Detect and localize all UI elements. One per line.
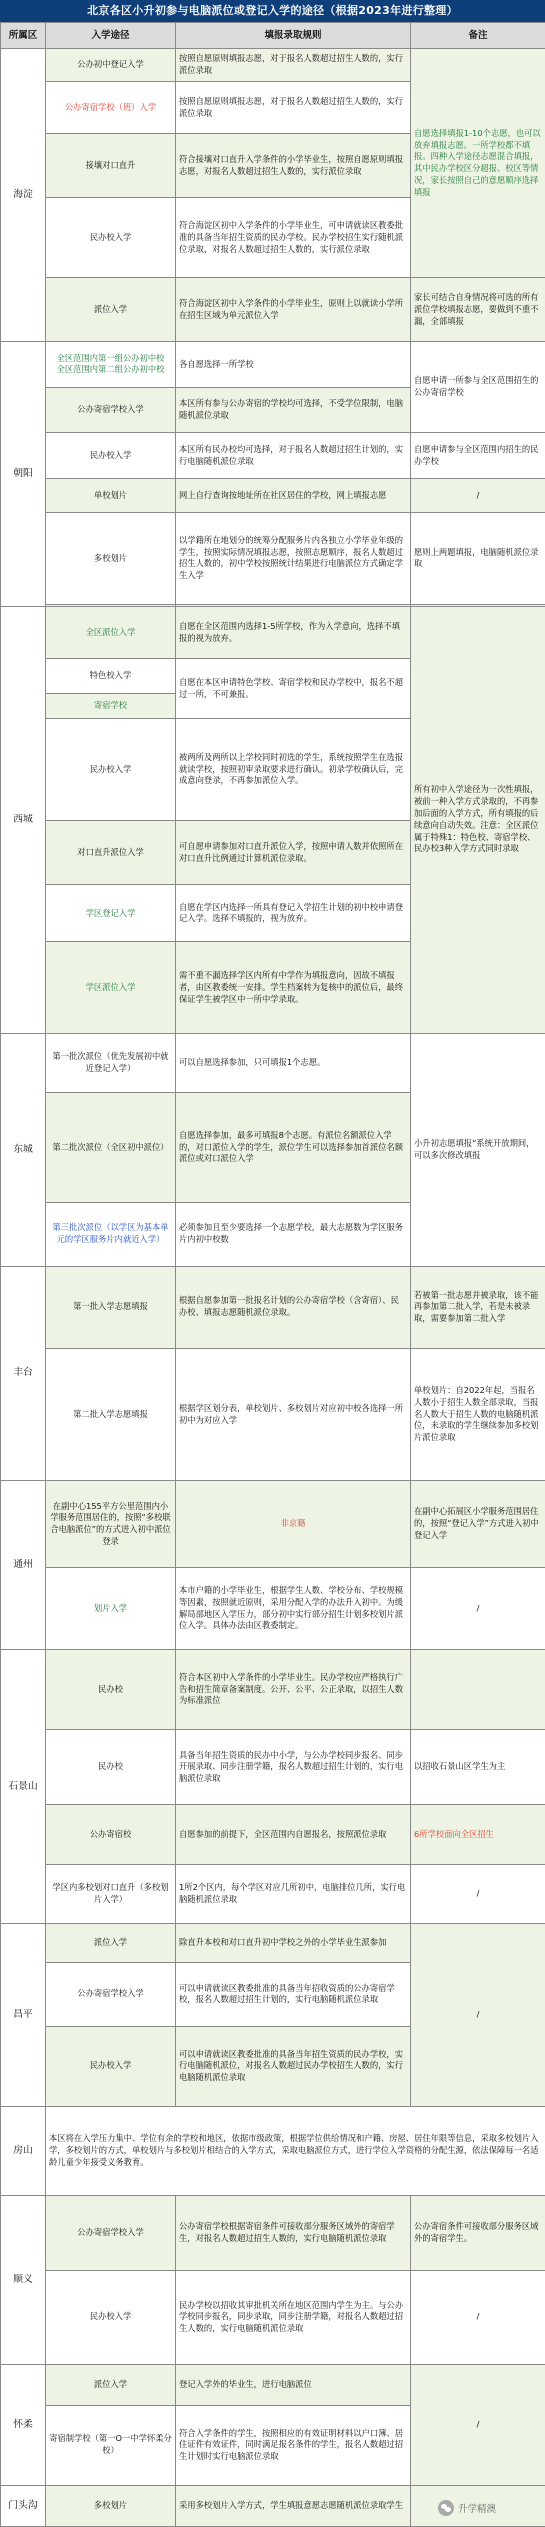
rule-cell: 网上自行查询按地址所在社区居住的学校，网上填报志愿 [176,479,411,513]
route-cell: 派位入学 [46,2364,176,2405]
table-row [1,606,545,659]
note-cell: 若被第一批志愿并被录取，该不能再参加第二批入学，若是未被录取，需要参加第二批入学 [411,1266,545,1348]
district-cell: 顺义 [1,2195,46,2364]
rule-cell: 符合海淀区初中入学条件的小学毕业生，原则上以就读小学所在招生区域为单元派位入学 [176,278,411,342]
route-cell: 民办校入学 [46,198,176,278]
district-cell: 东城 [1,1033,46,1266]
route-cell: 民办校入学 [46,718,176,821]
route-cell: 在副中心155平方公里范围内小学服务范围居住的，按照“多校联合电脑派位”的方式进入初中派位登录 [46,1481,176,1568]
note-cell: / [411,1567,545,1649]
rule-cell: 本区所有民办校均可选择，对于报名人数超过招生计划的，实行电脑随机派位录取 [176,433,411,479]
table-header-row [1,23,545,49]
table-row [1,1924,545,1963]
table-row [1,2195,545,2270]
route-cell: 派位入学 [46,278,176,342]
route-cell: 接壤对口直升 [46,134,176,198]
district-cell: 石景山 [1,1650,46,1924]
admission-table [0,22,545,2527]
table-row [1,513,545,604]
rule-cell: 本区将在入学压力集中、学位有余的学校和地区，依据市级政策，根据学位供给情况和户籍、房屋、居住年限等信息，采取多校划片入学，多校划片的方式，单校划片与多校划片相结合的入学方式，采取电脑派位方式，进行学位入学资格的分配生源，依法保障每一名适龄儿童少年接受义务教育。 [46,2106,545,2195]
header-district: 所属区 [1,23,46,49]
note-cell: 家长可结合自身情况将可选的所有派位学校填报志愿，要做到不重不漏，全部填报 [411,278,545,342]
route-cell: 第一批入学志愿填报 [46,1266,176,1348]
route-cell: 公办寄宿学校入学 [46,1962,176,2026]
rule-cell: 按照自愿原则填报志愿，对于报名人数超过招生人数的，实行派位录取 [176,49,411,82]
note-cell: 6所学校面向全区招生 [411,1805,545,1864]
rule-cell: 被两所及两所以上学校同时初选的学生，系统按照学生在选报就读学校，按照初审录取要求进行确认。初录学校确认后，完成意向登录，不再参加派位入学。 [176,718,411,821]
note-cell [411,1650,545,1730]
rule-cell: 自愿参加的前提下，全区范围内自愿报名，按照派位录取 [176,1805,411,1864]
table-row [1,2106,545,2195]
district-cell: 海淀 [1,49,46,342]
rule-cell: 公办寄宿学校根据寄宿条件可接收部分服务区域外的寄宿学生，对报名人数超过招生人数的，实行电脑随机派位录取 [176,2195,411,2270]
rule-cell: 按照自愿原则填报志愿，对于报名人数超过招生人数的，实行派位录取 [176,81,411,134]
rule-cell: 符合本区初中入学条件的小学毕业生。民办学校应严格执行广告和招生简章备案制度。公开、公平、公正录取，以招生人数为标准派位 [176,1650,411,1730]
table-row [1,1266,545,1348]
note-cell: / [411,2364,545,2485]
route-cell: 民办校入学 [46,2026,176,2106]
note-cell: 小升初志愿填报“系统开放期间，可以多次修改填报 [411,1033,545,1266]
table-row [1,1864,545,1923]
rule-cell: 除直升本校和对口直升初中学校之外的小学毕业生派参加 [176,1924,411,1963]
rule-cell: 符合海淀区初中入学条件的小学毕业生，可申请就读区教委批准的具备当年招生资质的民办学校。民办学校招生实行随机派位录取，对报名人数超过招生人数的，实行派位录取 [176,198,411,278]
route-cell: 公办初中登记入学 [46,49,176,82]
district-cell: 丰台 [1,1266,46,1481]
route-cell: 公办寄宿学校（班）入学 [46,81,176,134]
rule-cell: 本市户籍的小学毕业生，根据学生人数、学校分布、学校规模等因素，按照就近原则，采用分配入学的办法升入初中。为缓解局部地区入学压力，部分初中实行部分招生计划多校划片派位入学。具体办法由区教委制定。 [176,1567,411,1649]
header-rule: 填报录取规则 [176,23,411,49]
note-cell: 愿则上两题填报，电脑随机派位录取 [411,513,545,604]
watermark [438,2496,540,2520]
rule-cell: 需不重不漏选择学区内所有中学作为填报意向，因故不填报者，由区教委统一安排。学生档案转为复核中的派位后，最终保证学生被学区中一所中学录取。 [176,942,411,1033]
wechat-icon [438,2500,454,2516]
note-cell: 公办寄宿条件可接收部分服务区域外的寄宿学生。 [411,2195,545,2270]
rule-cell: 1所2个区内，每个学区对应几所初中，电脑排位几所，实行电脑随机派位录取 [176,1864,411,1923]
note-cell: / [411,1864,545,1923]
route-cell: 寄宿制学校（第一O一中学怀柔分校） [46,2405,176,2485]
route-cell: 单校划片 [46,479,176,513]
note-cell: 所有初中入学途径为一次性填报，被前一种入学方式录取的，不再参加后面的入学方式，所有填报的后续意向自动失效。注意：全区派位属于特殊1：特色校、寄宿学校、民办校3种入学方式同时录取 [411,606,545,1033]
note-cell: 自愿申请参与全区范围内招生的民办学校 [411,433,545,479]
route-cell: 民办校入学 [46,433,176,479]
rule-cell: 自愿在学区内选择一所具有登记入学招生计划的初中校申请登记入学。选择不填报的，视为放弃。 [176,885,411,942]
table-row [1,1567,545,1649]
route-cell: 学区登记入学 [46,885,176,942]
route-line: 全区范围内第一组公办初中校 [56,352,165,363]
rule-cell: 采用多校划片入学方式，学生填报意愿志愿随机派位录取学生 [176,2485,411,2526]
route-cell: 第三批次派位（以学区为基本单元的学区服务片内就近入学） [46,1202,176,1266]
table-row [1,433,545,479]
table-row [1,2271,545,2365]
rule-cell: 根据自愿参加第一批报名计划的公办寄宿学校（含寄宿）、民办校、填报志愿随机派位录取。 [176,1266,411,1348]
note-cell: 自愿申请一所参与全区范围招生的公办寄宿学校 [411,342,545,433]
rule-cell: 根据学区划分表，单校划片、多校划片对应初中校各选择一所初中为对应入学 [176,1348,411,1480]
rule-cell: 登记入学外的毕业生，进行电脑派位 [176,2364,411,2405]
table-row [1,1481,545,1568]
route-cell: 民办校 [46,1730,176,1805]
table-row [1,1730,545,1805]
district-cell: 怀柔 [1,2364,46,2485]
rule-cell: 以学籍所在地划分的统筹分配服务片内各独立小学毕业年级的学生，按照实际情况填报志愿，按照志愿顺序，报名人数超过招生人数的，初中学校按照统计结果进行电脑派位方式确定学生入学 [176,513,411,604]
note-cell: 以招收石景山区学生为主 [411,1730,545,1805]
rule-cell: 可以申请就读区教委批准的具备当年招收资质的公办寄宿学校，报名人数超过招生计划的，实行电脑随机派位录取 [176,1962,411,2026]
rule-cell: 自愿在全区范围内选择1-5所学校，作为入学意向，选择不填报的视为放弃。 [176,606,411,659]
table-row [1,1650,545,1730]
route-cell: 学区内多校划对口直升（多校划片入学） [46,1864,176,1923]
rule-cell: 本区所有参与公办寄宿的学校均可选择，不受学位限制，电脑随机派位录取 [176,387,411,433]
rule-cell: 具备当年招生资质的民办中小学，与公办学校同步报名、同步开展录取、同步注册学籍，报名人数超过招生计划的，实行电脑派位录取 [176,1730,411,1805]
rule-cell: 可以自愿选择参加，只可填报1个志愿。 [176,1033,411,1092]
route-cell: 第二批次派位（全区初中派位） [46,1093,176,1203]
rule-cell: 非京籍 [176,1481,411,1568]
route-cell: 多校划片 [46,2485,176,2526]
route-cell: 对口直升派位入学 [46,821,176,885]
table-row [1,1805,545,1864]
table-row [1,1033,545,1092]
route-cell: 特色校入学 [46,659,176,693]
district-cell: 通州 [1,1481,46,1650]
table-row [1,278,545,342]
route-cell [46,342,176,388]
rule-cell: 必须参加且至少要选择一个志愿学校，最大志愿数为学区服务片内初中校数 [176,1202,411,1266]
route-cell: 公办寄宿学校入学 [46,2195,176,2270]
note-cell: 单校划片：自2022年起，当报名人数小于招生人数全部录取，当报名人数大于招生人数的电脑随机派位，未录取的学生继续参加多校划片派位录取 [411,1348,545,1480]
route-cell: 多校划片 [46,513,176,604]
route-cell: 民办校入学 [46,2271,176,2365]
route-cell: 第二批入学志愿填报 [46,1348,176,1480]
route-cell: 全区派位入学 [46,606,176,659]
district-cell: 西城 [1,606,46,1033]
watermark-text: 升学精澳 [458,2504,497,2515]
route-cell: 派位入学 [46,1924,176,1963]
note-cell: / [411,479,545,513]
route-cell: 寄宿学校 [46,693,176,718]
route-cell: 第一批次派位（优先发展初中就近登记入学） [46,1033,176,1092]
note-cell: / [411,1924,545,2107]
rule-cell: 符合入学条件的学生，按照相应的有效证明材料以户口簿、居住证件有效证件，同时满足报名条件的学生，报名人数超过招生计划时实行电脑派位录取 [176,2405,411,2485]
district-cell: 朝阳 [1,342,46,607]
district-cell: 门头沟 [1,2485,46,2526]
header-route: 入学途径 [46,23,176,49]
route-cell: 公办寄宿校 [46,1805,176,1864]
rule-cell: 可自愿申请参加对口直升派位入学，按照申请人数并依照所在对口直升比例通过计算机派位录取。 [176,821,411,885]
table-row [1,342,545,388]
page-title: 北京各区小升初参与电脑派位或登记入学的途径（根据2023年进行整理） [0,0,545,22]
rule-cell: 符合接壤对口直升入学条件的小学毕业生，按照自愿原则填报志愿，对报名人数超过招生人数的，实行派位录取 [176,134,411,198]
route-cell: 划片入学 [46,1567,176,1649]
table-row [1,2364,545,2405]
district-cell: 昌平 [1,1924,46,2107]
route-cell: 公办寄宿学校入学 [46,387,176,433]
rule-cell: 民办学校以招收其审批机关所在地区范围内学生为主。与公办学校同步报名，同步录取，同步注册学籍，对报名人数超过招生人数的，实行电脑随机派位录取 [176,2271,411,2365]
table-row [1,479,545,513]
table-row [1,49,545,82]
route-cell: 民办校 [46,1650,176,1730]
note-cell: 在副中心拓展区小学服务范围居住的，按照“登记入学”方式进入初中登记入学 [411,1481,545,1568]
rule-cell: 各自愿选择一所学校 [176,342,411,388]
note-cell: 自愿选择填报1-10个志愿，也可以放弃填报志愿。一所学校都不填报。四种入学途径志愿混合填报，其中民办学校区分超报、校区等情况，家长按照自己的意愿顺序选择填报 [411,49,545,278]
route-cell: 学区派位入学 [46,942,176,1033]
header-note: 备注 [411,23,545,49]
district-cell: 房山 [1,2106,46,2195]
route-line: 全区范围内第二组公办初中校 [56,364,165,375]
table-row [1,1348,545,1480]
rule-cell: 可以申请就读区教委批准的具备当年招生资质的民办学校，实行电脑随机派位，对报名人数超过民办学校招生人数的，实行电脑随机派位录取 [176,2026,411,2106]
note-cell: / [411,2271,545,2365]
rule-cell: 自愿在本区申请特色学校、寄宿学校和民办学校中，报名不超过一所，不可兼报。 [176,659,411,718]
rule-cell: 自愿选择参加，最多可填报8个志愿。有派位名额派位入学的，对口派位入学的学生，派位学生可以选择参加首派位名额派位或对口派位入学 [176,1093,411,1203]
